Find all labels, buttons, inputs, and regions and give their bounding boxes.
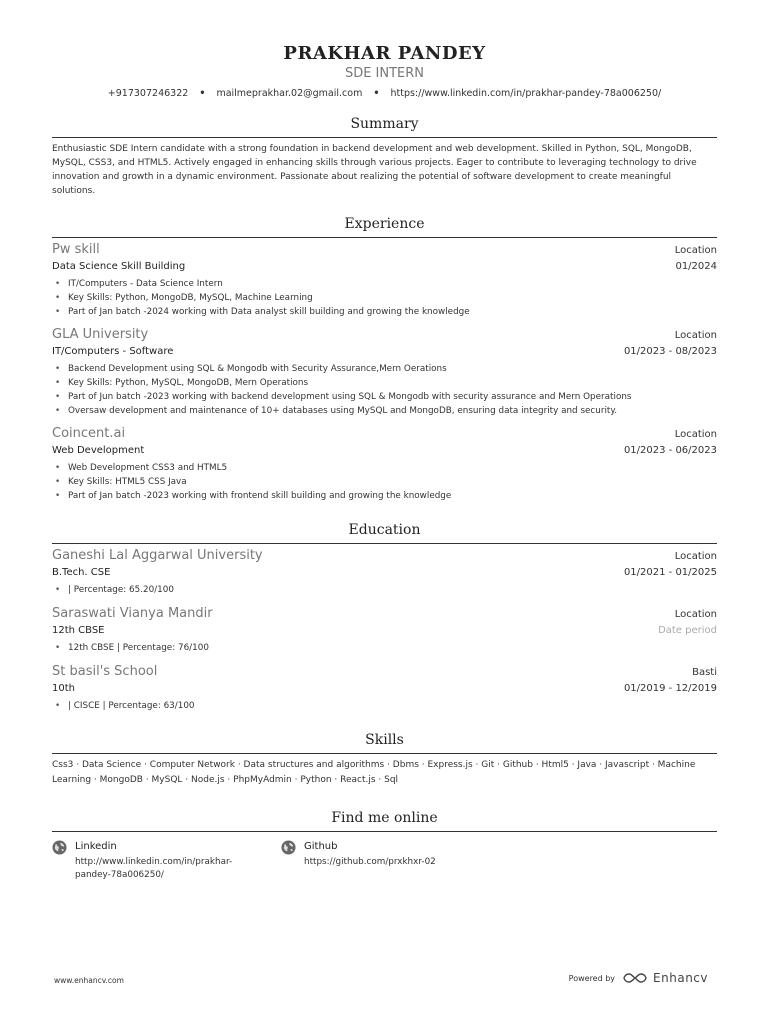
education-entry bbox=[52, 606, 717, 655]
entry-date: 01/2023 - 06/2023 bbox=[623, 445, 717, 456]
online-label: Linkedin bbox=[75, 841, 117, 852]
entry-degree: 10th bbox=[52, 683, 75, 694]
section-heading-summary: Summary bbox=[52, 115, 717, 138]
enhancv-logo[interactable] bbox=[623, 971, 708, 985]
footer-branding bbox=[569, 971, 708, 985]
entry-bullets bbox=[52, 641, 717, 655]
bullet-item: • 12th CBSE | Percentage: 76/100 bbox=[68, 641, 717, 655]
bullet-item: • IT/Computers - Data Science Intern bbox=[68, 277, 717, 291]
section-heading-experience: Experience bbox=[52, 215, 717, 238]
entry-location: Basti bbox=[692, 667, 717, 678]
online-url[interactable]: http://www.linkedin.com/in/prakhar-pandey-78a006250/ bbox=[75, 857, 233, 880]
experience-entry bbox=[52, 242, 717, 319]
entry-date: Date period bbox=[658, 625, 717, 636]
bullet-item: • Part of Jan batch -2024 working with Data analyst skill building and growing the knowledge bbox=[68, 305, 717, 319]
entry-bullets bbox=[52, 699, 717, 713]
section-heading-online: Find me online bbox=[52, 809, 717, 832]
entry-bullets bbox=[52, 277, 717, 319]
entry-location: Location bbox=[674, 551, 717, 562]
entry-date: 01/2023 - 08/2023 bbox=[623, 346, 717, 357]
entry-bullets bbox=[52, 461, 717, 503]
skills-section bbox=[52, 731, 717, 788]
online-url[interactable]: https://github.com/prxkhxr-02 bbox=[304, 857, 436, 867]
entry-degree: 12th CBSE bbox=[52, 625, 105, 636]
entry-date: 01/2021 - 01/2025 bbox=[623, 567, 717, 578]
entry-role: Web Development bbox=[52, 445, 145, 456]
bullet-item: • Key Skills: Python, MongoDB, MySQL, Machine Learning bbox=[68, 291, 717, 305]
entry-degree: B.Tech. CSE bbox=[52, 567, 111, 578]
bullet-item: • Key Skills: HTML5 CSS Java bbox=[68, 475, 717, 489]
education-entry bbox=[52, 664, 717, 713]
globe-icon bbox=[52, 840, 67, 855]
contact-line bbox=[52, 88, 717, 100]
globe-icon bbox=[281, 840, 296, 855]
entry-location: Location bbox=[674, 245, 717, 256]
entry-role: IT/Computers - Software bbox=[52, 346, 174, 357]
entry-role: Data Science Skill Building bbox=[52, 261, 186, 272]
powered-by-text: Powered by bbox=[568, 973, 616, 983]
linkedin-link[interactable]: https://www.linkedin.com/in/prakhar-pandey-78a006250/ bbox=[390, 88, 662, 99]
separator-dot: • bbox=[199, 88, 206, 99]
experience-entry bbox=[52, 426, 717, 503]
brand-name: Enhancv bbox=[653, 971, 708, 985]
bullet-item: • Oversaw development and maintenance of 10+ databases using MySQL and MongoDB, ensuring data integrity and security. bbox=[68, 404, 717, 418]
entry-school: Ganeshi Lal Aggarwal University bbox=[52, 548, 263, 563]
bullet-item: • Key Skills: Python, MySQL, MongoDB, Mern Operations bbox=[68, 376, 717, 390]
entry-location: Location bbox=[674, 330, 717, 341]
entry-bullets bbox=[52, 583, 717, 597]
entry-school: Saraswati Vianya Mandir bbox=[52, 606, 213, 621]
online-item-github[interactable] bbox=[281, 840, 510, 882]
online-links bbox=[52, 840, 717, 882]
infinity-icon bbox=[623, 972, 647, 984]
footer-site[interactable]: www.enhancv.com bbox=[54, 976, 124, 985]
skills-list: Css3 · Data Science · Computer Network · Data structures and algorithms · Dbms · Express.js · Git · Github · Html5 · Java · Javascript · Machine Learning · MongoDB · MySQL · Node.js · PhpMyAdmin · Python · React.js · Sql bbox=[52, 760, 696, 785]
candidate-name: PRAKHAR PANDEY bbox=[283, 43, 486, 64]
bullet-item: • | Percentage: 65.20/100 bbox=[68, 583, 717, 597]
experience-section bbox=[52, 215, 717, 503]
entry-date: 01/2019 - 12/2019 bbox=[623, 683, 717, 694]
bullet-item: • Backend Development using SQL & Mongodb with Security Assurance,Mern Oerations bbox=[68, 362, 717, 376]
entry-date: 01/2024 bbox=[675, 261, 717, 272]
online-section bbox=[52, 809, 717, 882]
entry-org: Pw skill bbox=[52, 242, 100, 257]
summary-section bbox=[52, 115, 717, 198]
section-heading-skills: Skills bbox=[52, 731, 717, 754]
email-link[interactable]: mailmeprakhar.02@gmail.com bbox=[216, 88, 363, 99]
candidate-title: SDE INTERN bbox=[344, 66, 425, 81]
separator-dot: • bbox=[373, 88, 380, 99]
entry-org: Coincent.ai bbox=[52, 426, 126, 441]
entry-location: Location bbox=[674, 429, 717, 440]
experience-entry bbox=[52, 327, 717, 418]
resume-page bbox=[52, 0, 717, 882]
online-item-linkedin[interactable] bbox=[52, 840, 281, 882]
resume-header bbox=[52, 43, 717, 100]
entry-location: Location bbox=[674, 609, 717, 620]
entry-org: GLA University bbox=[52, 327, 149, 342]
education-section bbox=[52, 521, 717, 713]
bullet-item: • | CISCE | Percentage: 63/100 bbox=[68, 699, 717, 713]
entry-bullets bbox=[52, 362, 717, 418]
phone-text: +917307246322 bbox=[107, 88, 189, 99]
bullet-item: • Web Development CSS3 and HTML5 bbox=[68, 461, 717, 475]
summary-text: Enthusiastic SDE Intern candidate with a strong foundation in backend development and web development. Skilled in Python, SQL, MongoDB, MySQL, CSS3, and HTML5. Actively engaged in enhancing skills through various projects. Eager to contribute to leveraging technology to drive innovation and growth in a dynamic environment. Passionate about realizing the potential of software development to create meaningful solutions. bbox=[52, 144, 697, 196]
online-label: Github bbox=[304, 841, 338, 852]
entry-school: St basil's School bbox=[52, 664, 158, 679]
bullet-item: • Part of Jan batch -2023 working with frontend skill building and growing the knowledge bbox=[68, 489, 717, 503]
section-heading-education: Education bbox=[52, 521, 717, 544]
education-entry bbox=[52, 548, 717, 597]
bullet-item: • Part of Jun batch -2023 working with backend development using SQL & Mongodb with security assurance and Mern Operations bbox=[68, 390, 717, 404]
